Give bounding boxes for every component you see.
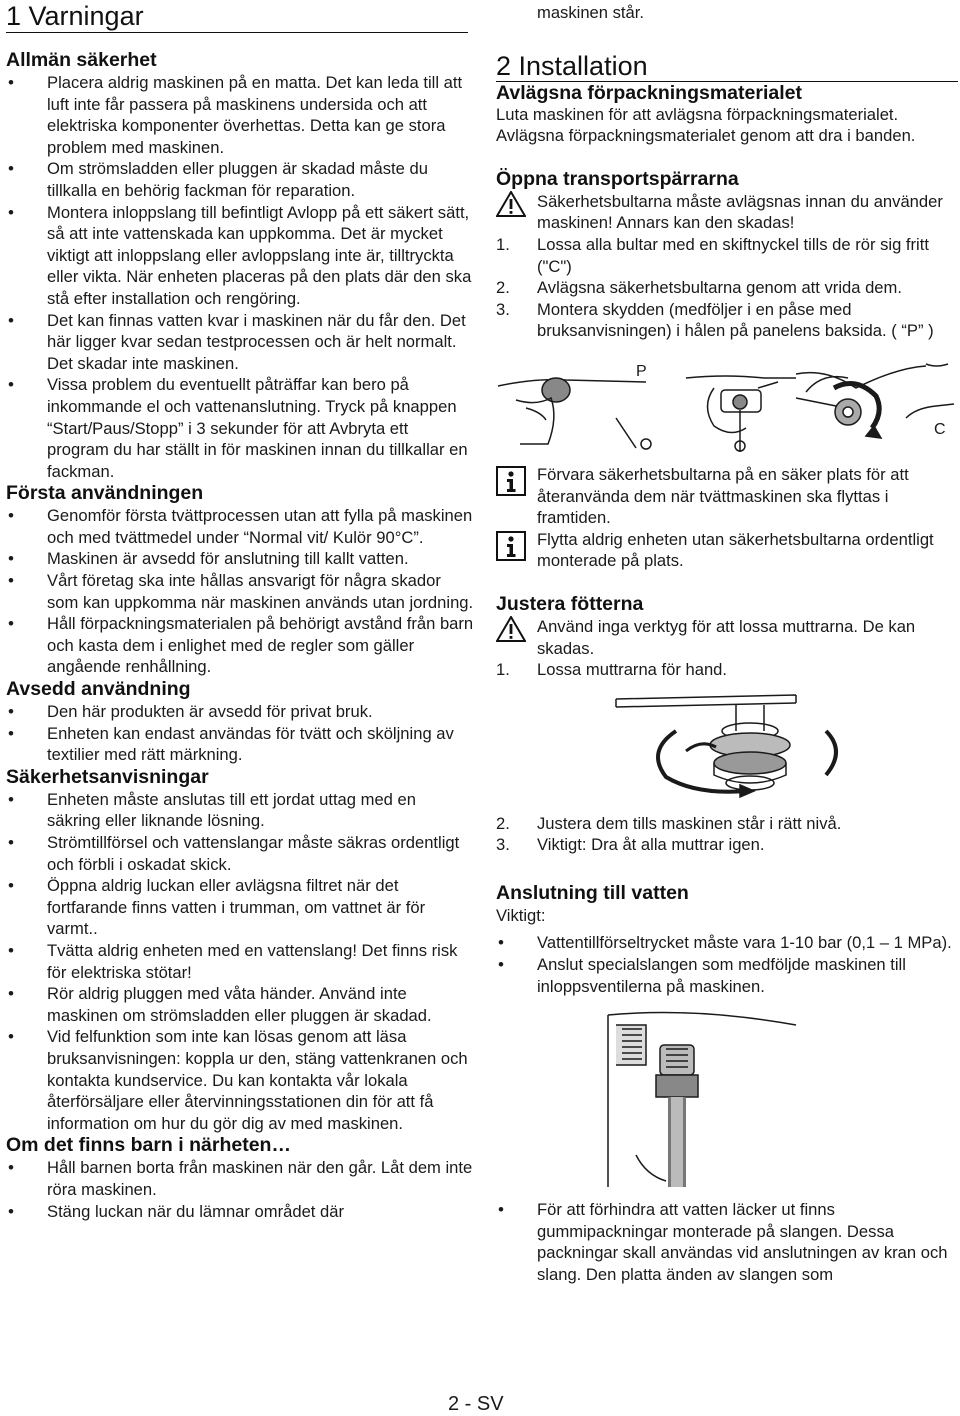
step-text: Lossa alla bultar med en skiftnyckel tills de rör sig fritt ("C") (537, 234, 929, 276)
heading-adjust-feet: Justera fötterna (496, 592, 644, 615)
step-item (496, 834, 958, 856)
packaging-line-2: Avlägsna förpackningsmaterialet genom att dra i banden. (496, 126, 916, 146)
warning-triangle-icon (496, 191, 526, 217)
step-text: Viktigt: Dra åt alla muttrar igen. (537, 835, 765, 855)
info-note-move-unit (496, 529, 958, 572)
list-item: • Vissa problem du eventuellt påträffar kan bero på inkommande el och vattenanslutning. Tryck på knappen “Start/Paus/Stopp” i 3 sekunder för att Avbryta ett program du har ställt in för maskinen innan du tillkallar en fackman. (6, 374, 474, 482)
packaging-line-1: Luta maskinen för att avlägsna förpackningsmaterialet. (496, 104, 899, 124)
heading-transport-locks: Öppna transportspärrarna (496, 167, 739, 190)
foot-nut-drawing (496, 691, 958, 805)
step-number: 3. (496, 835, 510, 855)
list-item: • Håll förpackningsmaterialen på behörigt avstånd från barn och kasta dem i enlighet med de regler som gäller angående renhållning. (6, 613, 474, 678)
warning-text: Använd inga verktyg för att lossa muttrarna. De kan skadas. (537, 616, 916, 658)
list-item: • Genomför första tvättprocessen utan att fylla på maskinen och med tvättmedel under “Normal vit/ Kulör 90°C”. (6, 505, 474, 548)
step-item (496, 277, 958, 299)
list-item: • Vårt företag ska inte hållas ansvarigt för några skador som kan uppkomma när maskinen används utan jordning. (6, 570, 474, 613)
children-list (6, 1157, 474, 1222)
step-text: Lossa muttrarna för hand. (537, 660, 728, 680)
list-item: • Den här produkten är avsedd för privat bruk. (6, 701, 474, 723)
list-item: • Placera aldrig maskinen på en matta. Det kan leda till att luft inte får passera på maskinens undersida och att elektriska komponenter överhettas. Detta kan ge stora problem med maskinen. (6, 72, 474, 158)
heading-remove-packaging: Avlägsna förpackningsmaterialet (496, 81, 958, 104)
info-icon (496, 531, 526, 561)
info-icon (496, 466, 526, 496)
list-item: • Vattentillförseltrycket måste vara 1-10 bar (0,1 – 1 MPa). (496, 932, 958, 954)
list-item: • Öppna aldrig luckan eller avlägsna filtret när det fortfarande finns vatten i trumman, om vattnet är för varmt.. (6, 875, 474, 940)
list-item: • Om strömsladden eller pluggen är skadad måste du tillkalla en behörig fackman för reparation. (6, 158, 474, 201)
feet-steps (496, 813, 958, 856)
step-item (496, 813, 958, 835)
general-safety-list (6, 72, 474, 482)
list-item: • Stäng luckan när du lämnar området där (6, 1201, 474, 1223)
info-text: Flytta aldrig enheten utan säkerhetsbultarna ordentligt monterade på plats. (537, 529, 934, 571)
info-text: Förvara säkerhetsbultarna på en säker plats för att återanvända dem när tvättmaskinen ska flyttas i framtiden. (537, 464, 909, 528)
list-item: • Vid felfunktion som inte kan lösas genom att läsa bruksanvisningen: koppla ur den, stäng vattenkranen och kontakta kundservice. Du kan kontakta vår lokala återförsäljare eller återvinningsstationen din för att få information om hur du gör dig av med maskinen. (6, 1026, 474, 1134)
heading-intended-use: Avsedd användning (6, 678, 191, 701)
step-item (496, 234, 958, 277)
chapter-title-installation: 2 Installation (496, 50, 648, 81)
label-c: C (934, 420, 946, 438)
list-item: • Enheten kan endast användas för tvätt och sköljning av textilier med rätt märkning. (6, 723, 474, 766)
step-text: Avlägsna säkerhetsbultarna genom att vrida dem. (537, 278, 902, 298)
right-column (496, 0, 958, 1286)
bolt-removal-drawing (496, 348, 958, 452)
important-label: Viktigt: (496, 905, 546, 925)
list-item: • Rör aldrig pluggen med våta händer. Använd inte maskinen om strömsladden eller pluggen är skadad. (6, 983, 474, 1026)
list-item: • Strömtillförsel och vattenslangar måste säkras ordentligt och förbli i oskadat skick. (6, 832, 474, 875)
left-column (6, 0, 474, 1222)
transport-bolt-illustration (496, 348, 958, 452)
step-number: 1. (496, 660, 510, 680)
warning-note-bolts (496, 191, 958, 234)
continued-text: maskinen står. (537, 3, 644, 22)
step-item (496, 299, 958, 342)
step-number: 2. (496, 278, 510, 298)
warning-text: Säkerhetsbultarna måste avlägsnas innan du använder maskinen! Annars kan den skadas! (537, 191, 943, 233)
list-item: • Det kan finnas vatten kvar i maskinen när du får den. Det här ligger kvar sedan testprocessen och är helt normalt. Det skadar inte maskinen. (6, 310, 474, 375)
list-item: • Enheten måste anslutas till ett jordat uttag med en säkring eller liknande lösning. (6, 789, 474, 832)
page-footer: 2 - SV (448, 1393, 504, 1415)
heading-first-use: Första användningen (6, 482, 204, 505)
heading-general-safety: Allmän säkerhet (6, 49, 157, 71)
heading-water-connection: Anslutning till vatten (496, 881, 689, 904)
hose-drawing (496, 1005, 958, 1187)
safety-instructions-list (6, 789, 474, 1135)
intended-use-list (6, 701, 474, 766)
chapter-title-warnings: 1 Varningar (6, 1, 144, 31)
hose-connection-illustration (496, 1005, 958, 1187)
heading-children: Om det finns barn i närheten… (6, 1134, 291, 1157)
title-rule (6, 32, 468, 33)
step-number: 1. (496, 234, 510, 254)
foot-adjust-illustration (496, 691, 958, 805)
step-text: Montera skydden (medföljer i en påse med bruksanvisningen) i hålen på panelens baksida. ( “P” ) (537, 299, 934, 341)
list-item: • Montera inloppslang till befintligt Avlopp på ett säkert sätt, så att inte vattenskada kan uppkomma. Det är mycket viktigt att inloppslang eller avloppslang inte är, tilltryckta eller vikta. När enheten placeras på den plats där den ska stå efter installation och rengöring. (6, 202, 474, 310)
list-item: • Maskinen är avsedd för anslutning till kallt vatten. (6, 548, 474, 570)
list-item: • För att förhindra att vatten läcker ut finns gummipackningar monterade på slangen. Dessa packningar skall användas vid anslutningen av kran och slang. Den platta änden av slangen som (496, 1199, 958, 1285)
info-note-store-bolts (496, 464, 958, 529)
label-p: P (636, 362, 647, 380)
warning-note-feet (496, 616, 958, 659)
transport-steps (496, 234, 958, 342)
step-number: 2. (496, 813, 510, 833)
step-item (496, 659, 958, 681)
list-item: • Tvätta aldrig enheten med en vattenslang! Det finns risk för elektriska stötar! (6, 940, 474, 983)
warning-triangle-icon (496, 616, 526, 642)
list-item: • Håll barnen borta från maskinen när den går. Låt dem inte röra maskinen. (6, 1157, 474, 1200)
step-text: Justera dem tills maskinen står i rätt nivå. (537, 813, 842, 833)
first-use-list (6, 505, 474, 678)
list-item: • Anslut specialslangen som medföljde maskinen till inloppsventilerna på maskinen. (496, 954, 958, 997)
feet-step-1 (496, 659, 958, 681)
gasket-list (496, 1199, 958, 1285)
heading-safety-instructions: Säkerhetsanvisningar (6, 765, 209, 788)
step-number: 3. (496, 299, 510, 319)
water-list (496, 932, 958, 997)
